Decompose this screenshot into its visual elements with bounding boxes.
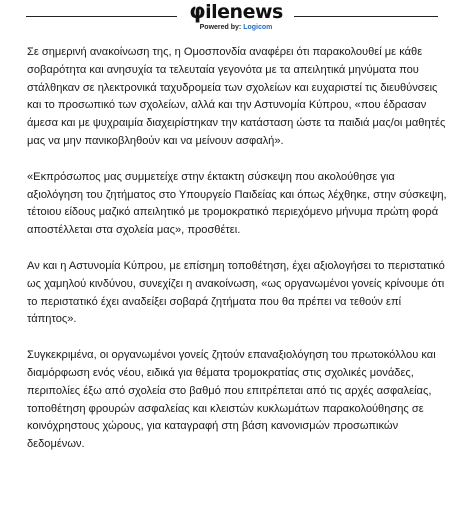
- logo-text: ilenews: [205, 1, 283, 23]
- powered-by: [181, 24, 291, 31]
- header-rule-right: [294, 16, 438, 17]
- article-body: [27, 44, 447, 472]
- logo-phi: φ: [189, 0, 206, 23]
- partner-logo: Logicom: [243, 24, 273, 31]
- header-rule-left: [26, 16, 177, 17]
- article-paragraph: Αν και η Αστυνομία Κύπρου, με επίσημη τοποθέτηση, έχει αξιολογήσει το περιστατικό ως χαμηλού κινδύνου, συνεχίζει η ανακοίνωση, «ως οργανωμένοι γονείς κρίνουμε ότι το περιστατικό έχει αναδείξει σοβαρά ζητήματα που θα πρέπει να τεθούν επί τάπητος».: [27, 259, 445, 326]
- article-paragraph: «Εκπρόσωπος μας συμμετείχε στην έκτακτη σύσκεψη που ακολούθησε για αξιολόγηση του ζητήματος στο Υπουργείο Παιδείας και όπως λέχθηκε, στην σύσκεψη, τέτοιου είδους μαζικό απειλητικό με τρομοκρατικό περιεχόμενο μήνυμα πρώτη φορά αποστέλλεται στα σχολεία μας», προσθέτει.: [27, 170, 447, 237]
- site-header: [0, 0, 463, 42]
- logo-wordmark: [181, 1, 291, 22]
- filenews-logo[interactable]: [181, 1, 291, 31]
- powered-prefix: Powered by:: [199, 24, 242, 31]
- article-paragraph: Συγκεκριμένα, οι οργανωμένοι γονείς ζητούν επαναξιολόγηση του πρωτοκόλλου και διαμόρφωση ενός νέου, ειδικά για θέματα τρομοκρατίας στις σχολικές μονάδες, περιπολίες έξω από σχολεία στο βαθμό που επιτρέπεται από τις αρχές ασφαλείας, τοποθέτηση φρουρών ασφαλείας και κλειστών κυκλωμάτων παρακολούθησης σε κοινόχρηστους χώρους, για καταγραφή στη βάση κανονισμών προσωπικών δεδομένων.: [27, 349, 436, 451]
- article-paragraph: Σε σημερινή ανακοίνωση της, η Ομοσπονδία αναφέρει ότι παρακολουθεί με κάθε σοβαρότητα και ανησυχία τα τελευταία γεγονότα με τα απειλητικά μηνύματα που στάλθηκαν σε ηλεκτρονικά ταχυδρομεία των σχολείων και ευχαριστεί τις διευθύνσεις και το προσωπικό των σχολείων, αλλά και την Αστυνομία Κύπρου, «που έδρασαν άμεσα και με ψυχραιμία διαχειρίστηκαν την κατάσταση ώστε τα παιδιά μας/οι μαθητές μας να μην πανικοβληθούν και να μείνουν ασφαλή».: [27, 46, 446, 147]
